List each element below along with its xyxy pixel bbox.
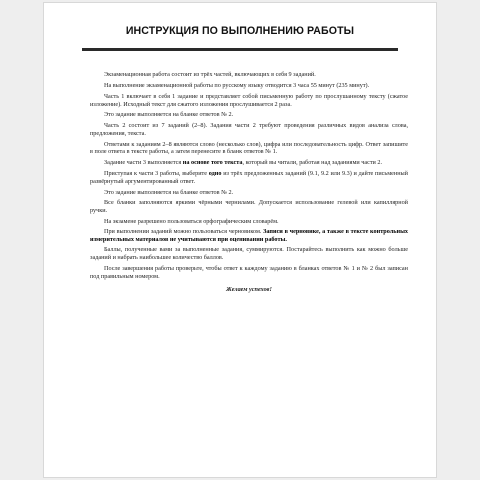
document-page [43,2,437,478]
paragraph: Часть 1 включает в себя 1 задание и представляет собой письменную работу по прослушанному тексту (сжатое изложение). Исходный текст для сжатого изложения прослушивается 2 раза. [90,92,408,108]
instruction-body [90,71,408,296]
paragraph-text: При выполнении заданий можно пользоваться черновиком. [104,228,264,236]
paragraph [90,159,408,167]
paragraph: Это задание выполняется на бланке ответов № 2. [104,111,234,119]
title-divider [82,48,398,51]
paragraph: На выполнение экзаменационной работы по русскому языку отводится 3 часа 55 минут (235 минут). [104,81,370,89]
paragraph [90,170,408,186]
paragraph: После завершения работы проверьте, чтобы ответ к каждому заданию в бланках ответов № 1 и № 2 был записан под правильным номером. [90,264,408,280]
paragraph: Экзаменационная работа состоит из трёх частей, включающих в себя 9 заданий. [104,71,316,78]
paragraph: Ответами к заданиям 2–8 являются слово (несколько слов), цифра или последовательность цифр. Ответ запишите в поле ответа в тексте работы, а затем перенесите в бланк ответов № 1. [90,140,408,156]
paragraph-text: из трёх предложенных заданий (9.1, 9.2 или 9.3) и дайте письменный развёрнутый аргументированный ответ. [90,169,408,185]
paragraph: Все бланки заполняются яркими чёрными чернилами. Допускается использование гелевой или капиллярной ручки. [90,199,408,215]
paragraph-text: Задание части 3 выполняется [104,158,183,166]
paragraph: Это задание выполняется на бланке ответов № 2. [104,188,234,196]
page-title: ИНСТРУКЦИЯ ПО ВЫПОЛНЕНИЮ РАБОТЫ [125,25,355,37]
paragraph-text: Приступая к части 3 работы, выберите [104,169,209,177]
paragraph: Баллы, полученные вами за выполненные задания, суммируются. Постарайтесь выполнить как можно больше заданий и набрать наибольшее количество баллов. [90,246,408,262]
emphasis-text: Записи в черновике, а также в тексте контрольных измерительных материалов не учитываются при оценивании работы. [90,228,408,243]
paragraph-text: , который вы читали, работая над заданиями части 2. [242,158,383,166]
paragraph: Часть 2 состоит из 7 заданий (2–8). Задания части 2 требуют проведения различных видов анализа слова, предложения, текста. [90,122,408,138]
paragraph [90,228,408,244]
emphasis-text: на основе того текста [182,158,243,166]
paragraph: На экзамене разрешено пользоваться орфографическим словарём. [104,217,279,225]
closing-wish: Желаем успехов! [226,285,272,293]
emphasis-text: одно [208,169,222,177]
